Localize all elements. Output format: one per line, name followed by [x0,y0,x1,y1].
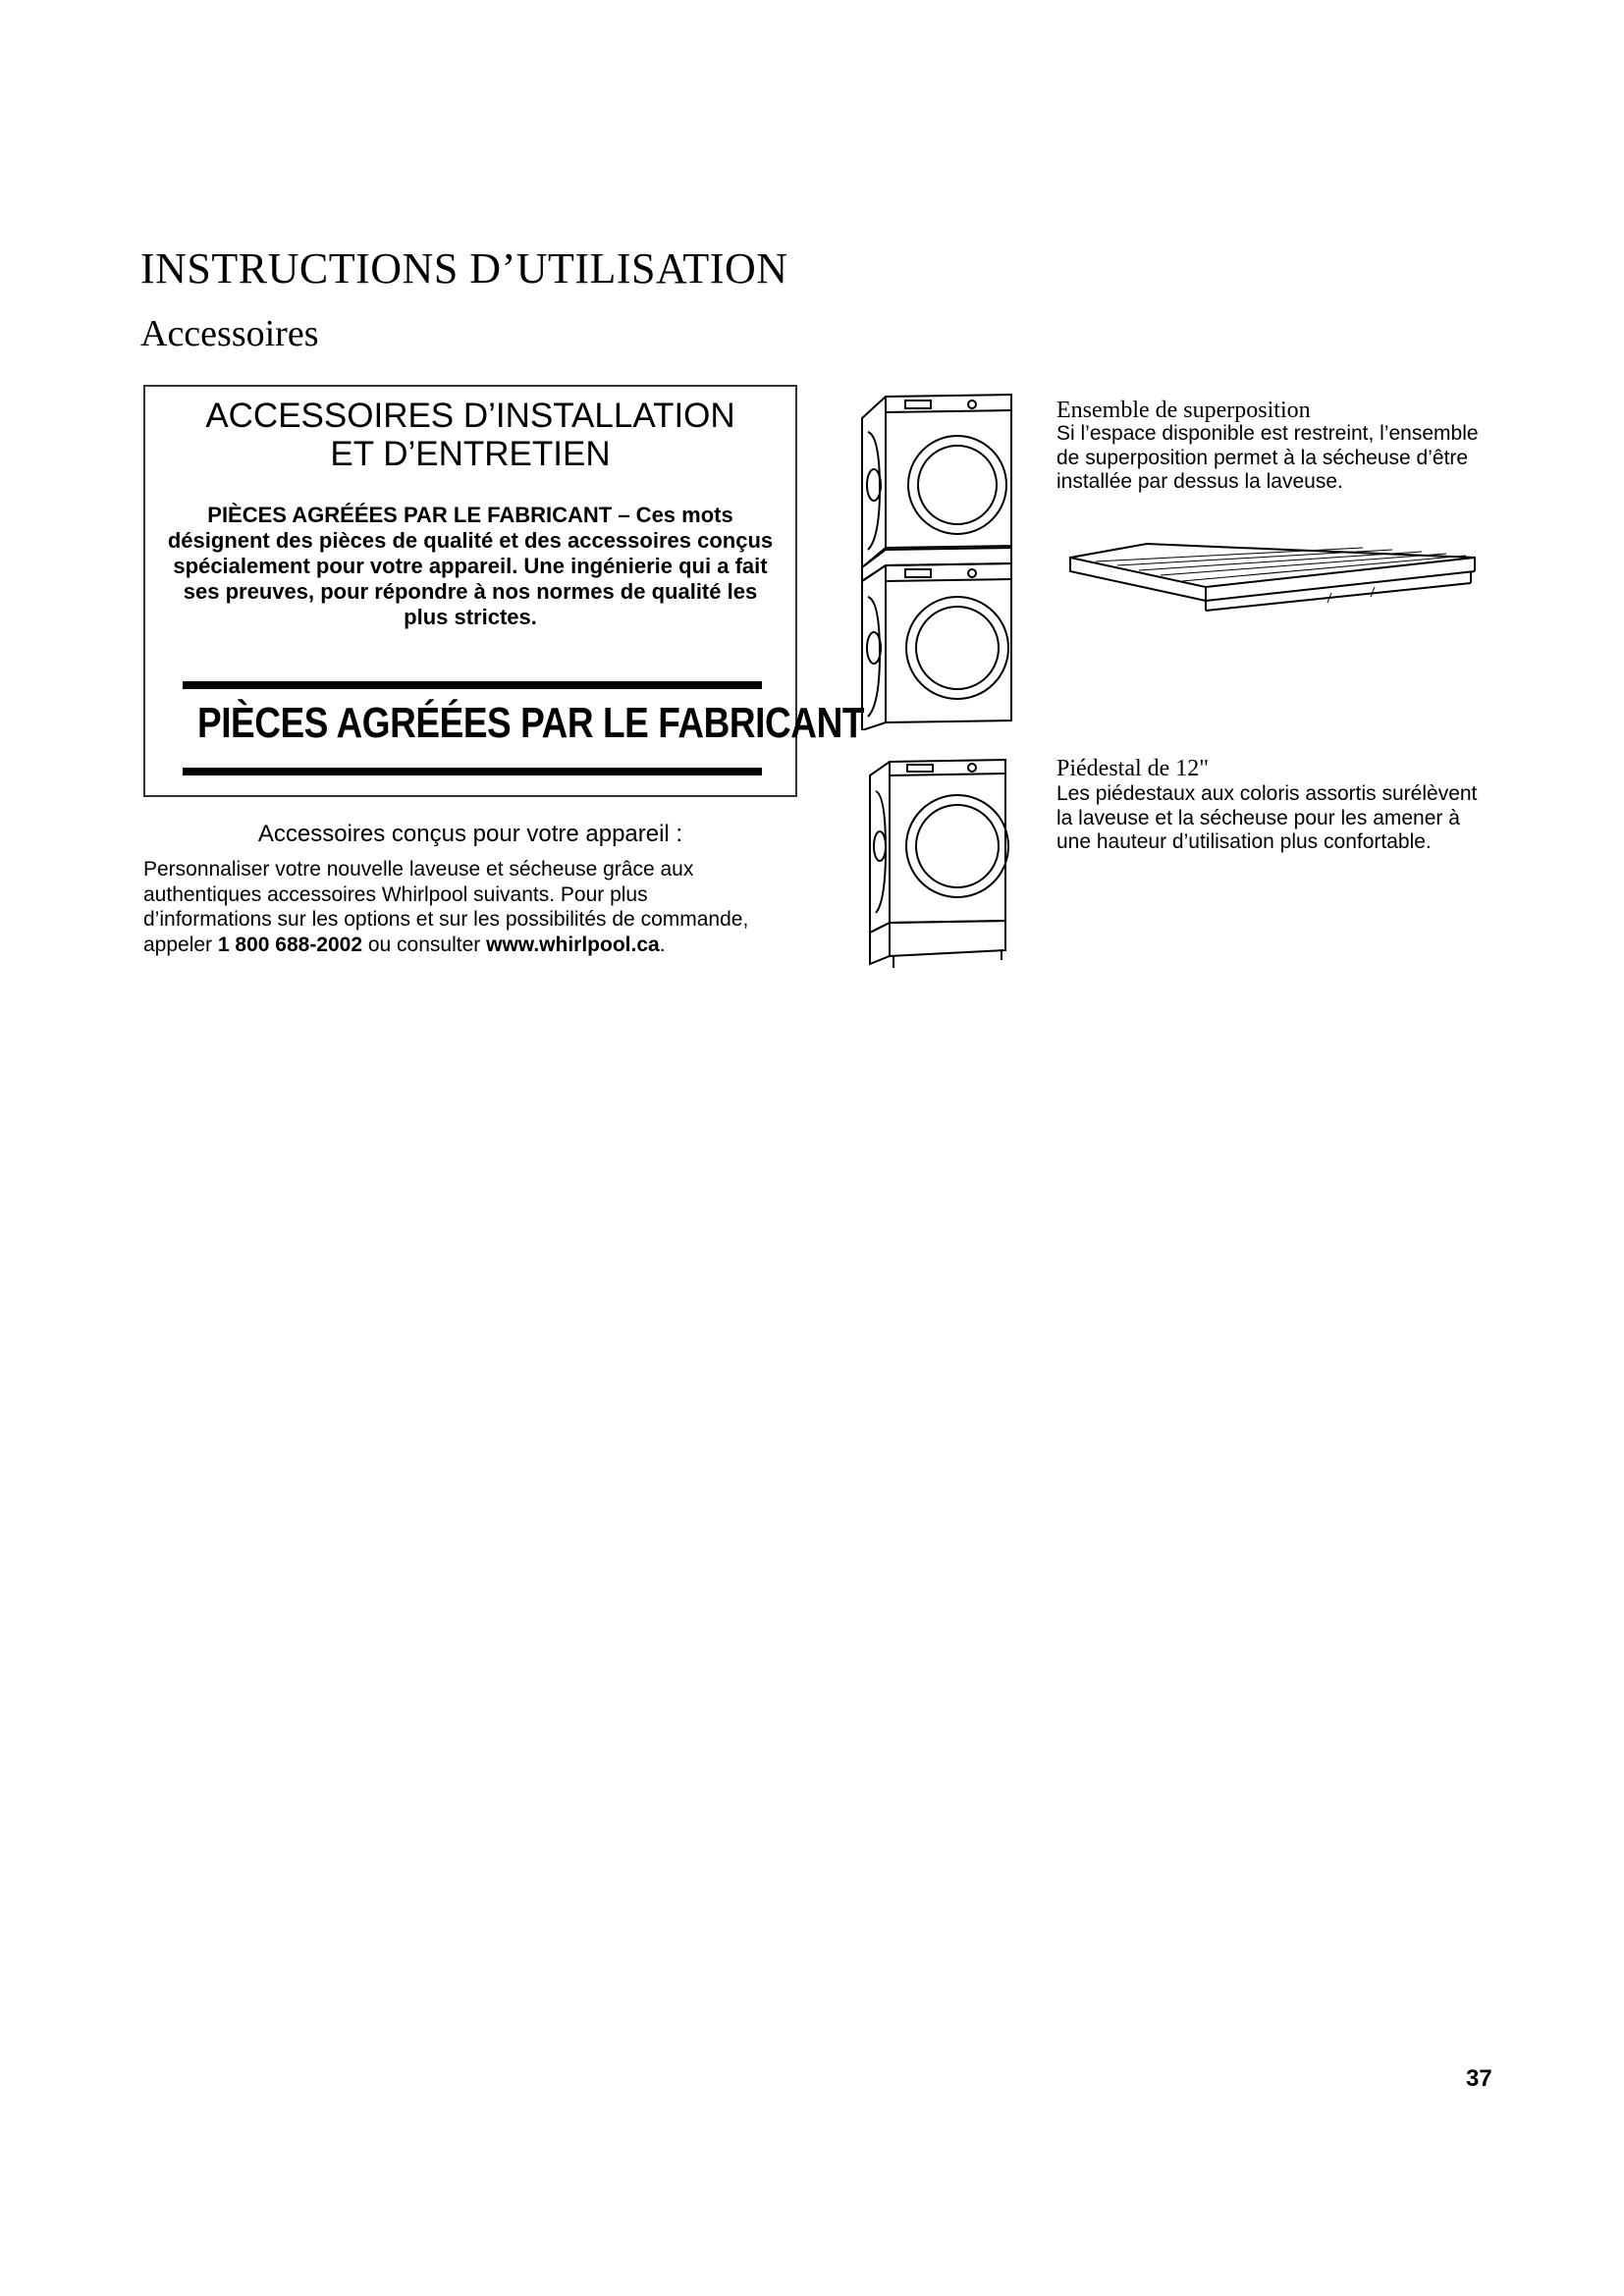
callout-paragraph: PIÈCES AGRÉÉES PAR LE FABRICANT – Ces mots désignent des pièces de qualité et des accessoires conçus spécialement pour votre appareil. Une ingénierie qui a fait ses preuves, pour répondre à nos normes de qualité les plus strictes. [167,503,774,629]
phone-number: 1 800 688-2002 [217,933,363,956]
page-title: INSTRUCTIONS D’UTILISATION [140,244,788,293]
website-link[interactable]: www.whirlpool.ca [486,933,660,956]
banner-bottom-rule [183,768,762,775]
page-number: 37 [1466,2065,1492,2092]
factory-parts-banner: PIÈCES AGRÉÉES PAR LE FABRICANT [196,699,865,747]
accessory-title-pedestal: Piédestal de 12" [1056,756,1210,781]
accessories-intro-text: Personnaliser votre nouvelle laveuse et sécheuse grâce aux authentiques accessoires Whirlpool suivants. Pour plus d’informations sur les options et sur les possibilités de commande, appeler 1 800 688-2002 ou consulter www.whirlpool.ca. [143,858,749,956]
stacked-washer-dryer-illustration [856,391,1013,730]
accessory-description-pedestal: Les piédestaux aux coloris assortis surélèvent la laveuse et la sécheuse pour les amener à une hauteur d’utilisation plus confortable. [1056,782,1478,853]
accessory-title-stack-kit: Ensemble de superposition [1056,398,1311,423]
section-title: Accessoires [140,313,319,354]
callout-title: ACCESSOIRES D’INSTALLATION ET D’ENTRETIEN [205,397,735,473]
banner-top-rule [183,681,762,689]
accessory-description-stack-kit: Si l’espace disponible est restreint, l’ensemble de superposition permet à la sécheuse d’être installée par dessus la laveuse. [1056,422,1479,493]
pedestal-illustration [866,756,1009,970]
accessories-subheading: Accessoires conçus pour votre appareil : [257,821,683,847]
stack-kit-illustration [1068,538,1479,613]
accessories-callout-box [143,385,865,797]
